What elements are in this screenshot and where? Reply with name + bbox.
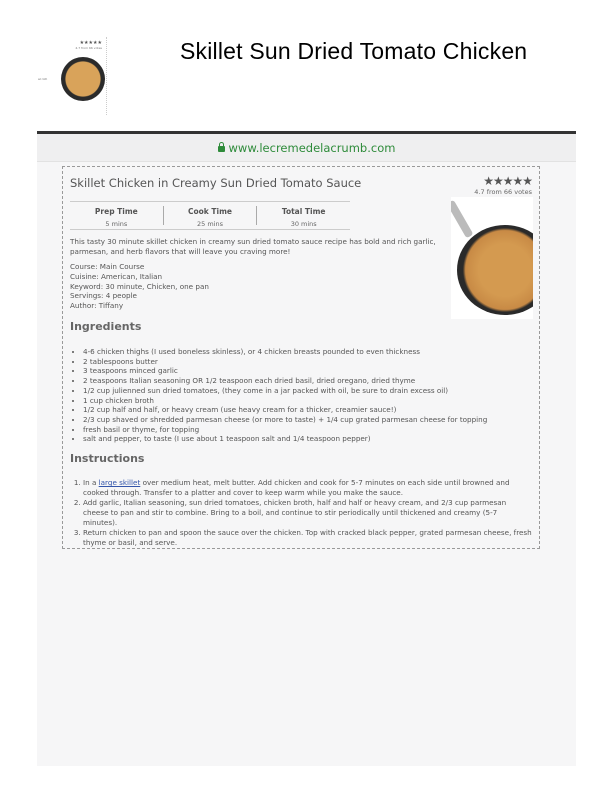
meta-servings: Servings: 4 people: [70, 291, 137, 301]
instructions-heading: Instructions: [70, 452, 145, 465]
step-text: over medium heat, melt butter. Add chicken and cook for 5-7 minutes on each side until browned and cooked through. Transfer to a platter and cover to keep warm while you make the sauce.: [83, 478, 510, 497]
url-bar[interactable]: [37, 134, 576, 162]
meta-course: Course: Main Course: [70, 262, 145, 271]
ingredient-item: • fresh basil or thyme, for topping: [83, 425, 487, 435]
url-text: www.lecremedelacrumb.com: [228, 140, 396, 155]
ingredient-item: • 4-6 chicken thighs (I used boneless skinless), or 4 chicken breasts pounded to even thickness: [83, 347, 487, 357]
ingredient-item: • 1/2 cup julienned sun dried tomatoes, (they come in a jar packed with oil, be sure to drain excess oil): [83, 386, 487, 396]
thumbnail-stars: ★★★★★: [79, 40, 102, 46]
recipe-meta: [70, 262, 209, 311]
ingredient-item: • salt and pepper, to taste (I use about 1 teaspoon salt and 1/4 teaspoon pepper): [83, 434, 487, 444]
recipe-title: Skillet Chicken in Creamy Sun Dried Tomato Sauce: [70, 176, 362, 190]
browser-screenshot: [37, 134, 576, 766]
recipe-description: This tasty 30 minute skillet chicken in creamy sun dried tomato sauce recipe has bold and rich garlic, parmesan, and herb flavors that will leave you craving more!: [70, 237, 436, 256]
ingredient-item: • 2/3 cup shaved or shredded parmesan cheese (or more to taste) + 1/4 cup grated parmesan cheese for topping: [83, 415, 487, 425]
time-label: Cook Time: [188, 207, 232, 216]
thumbnail-side-text: al rich: [38, 77, 48, 81]
instruction-step: [83, 478, 533, 498]
star-rating-icon[interactable]: ★★★★★: [483, 174, 532, 188]
meta-author: Author: Tiffany: [70, 301, 124, 311]
recipe-card: [62, 166, 540, 549]
recipe-times: [70, 201, 350, 230]
time-label: Total Time: [281, 207, 326, 216]
total-time: [256, 206, 350, 228]
document-title: Skillet Sun Dried Tomato Chicken: [180, 38, 528, 64]
recipe-image: [451, 197, 533, 319]
rating[interactable]: [474, 174, 532, 196]
step-text: In a: [83, 478, 99, 487]
thumbnail-votes: 4.7 from 66 votes: [75, 46, 102, 50]
ingredients-heading: Ingredients: [70, 320, 142, 333]
instruction-step: 3. Return chicken to pan and spoon the sauce over the chicken. Top with cracked black pepper, grated parmesan cheese, fresh thyme or basil, and serve.: [83, 528, 533, 548]
ingredient-item: • 1 cup chicken broth: [83, 396, 487, 406]
ingredient-item: • 1/2 cup half and half, or heavy cream (use heavy cream for a thicker, creamier sauce!): [83, 405, 487, 415]
cook-time: [163, 206, 257, 228]
ingredient-item: • 3 teaspoons minced garlic: [83, 366, 487, 376]
ingredients-list: [83, 347, 487, 444]
time-label: Prep Time: [94, 207, 138, 216]
ingredient-item: • 2 teaspoons Italian seasoning OR 1/2 teaspoon each dried basil, dried oregano, dried thyme: [83, 376, 487, 386]
prep-time: [70, 202, 163, 229]
meta-cuisine: Cuisine: American, Italian: [70, 271, 163, 281]
page-thumbnail[interactable]: [37, 37, 107, 115]
lock-icon: [218, 146, 225, 152]
time-value: 5 mins: [105, 220, 128, 228]
time-value: 30 mins: [290, 220, 317, 228]
instructions-list: [83, 478, 533, 548]
time-value: 25 mins: [197, 220, 223, 228]
thumbnail-dish-image: [61, 57, 105, 101]
instruction-step: 2. Add garlic, Italian seasoning, sun dried tomatoes, chicken broth, half and half or heavy cream, and 2/3 cup parmesan cheese to pan and stir to combine. Bring to a boil, and continue to stir periodically until thickened and creamy (5-7 minutes).: [83, 498, 533, 528]
votes-count: 4.7 from 66 votes: [474, 188, 532, 196]
ingredient-item: • 2 tablespoons butter: [83, 357, 487, 367]
meta-keyword: Keyword: 30 minute, Chicken, one pan: [70, 281, 209, 291]
large-skillet-link[interactable]: large skillet: [98, 478, 141, 487]
